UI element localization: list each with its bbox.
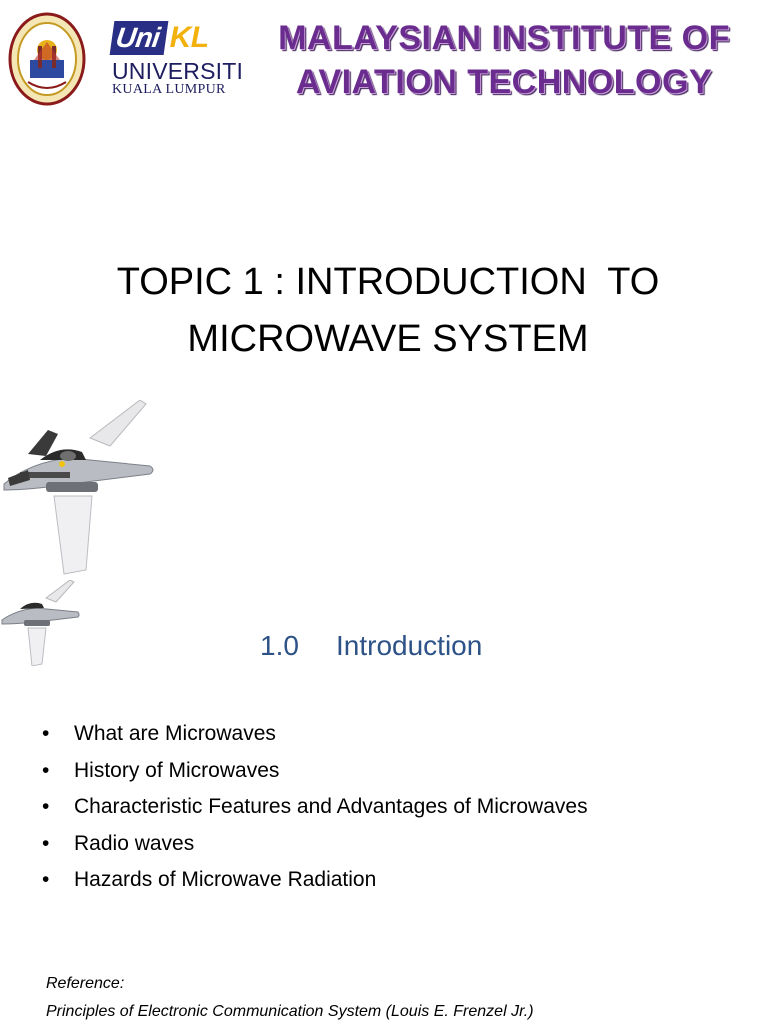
unikl-brand [112, 20, 242, 98]
bullet-icon: • [42, 758, 50, 782]
brand-uni: Uni [110, 21, 168, 55]
bullet-icon: • [42, 722, 50, 745]
reference-label: Reference: [46, 975, 125, 992]
university-crest-logo [8, 12, 86, 106]
title-line-1: TOPIC 1 : INTRODUCTION TO [116, 261, 660, 303]
section-number: 1.0 [260, 630, 299, 661]
institute-name [254, 16, 754, 104]
bullet-icon: • [42, 831, 50, 855]
fighter-jet-small-illustration [0, 580, 82, 666]
brand-location: KUALA LUMPUR [112, 82, 226, 97]
list-item: • History of Microwaves [42, 753, 588, 790]
section-title: Introduction [336, 630, 483, 661]
list-item: • What are Microwaves [42, 716, 588, 753]
slide-title [0, 254, 768, 368]
brand-university: UNIVERSITI [112, 58, 244, 84]
bullet-icon: • [42, 868, 50, 891]
institute-line-1: MALAYSIAN INSTITUTE OF [278, 19, 730, 57]
section-heading [260, 628, 482, 664]
list-item: • Hazards of Microwave Radiation [42, 862, 588, 899]
brand-kl: KL [169, 21, 209, 54]
fighter-jet-illustration [0, 400, 160, 575]
bullet-icon: • [42, 795, 50, 818]
title-line-2: MICROWAVE SYSTEM [187, 318, 589, 360]
reference-text: Principles of Electronic Communication System (Louis E. Frenzel Jr.) [46, 1003, 534, 1020]
list-item: • Characteristic Features and Advantages of Microwaves [42, 789, 588, 826]
reference-block [46, 970, 534, 1026]
topic-list [42, 716, 588, 899]
institute-line-2: AVIATION TECHNOLOGY [295, 63, 713, 101]
list-item: • Radio waves [42, 826, 588, 863]
